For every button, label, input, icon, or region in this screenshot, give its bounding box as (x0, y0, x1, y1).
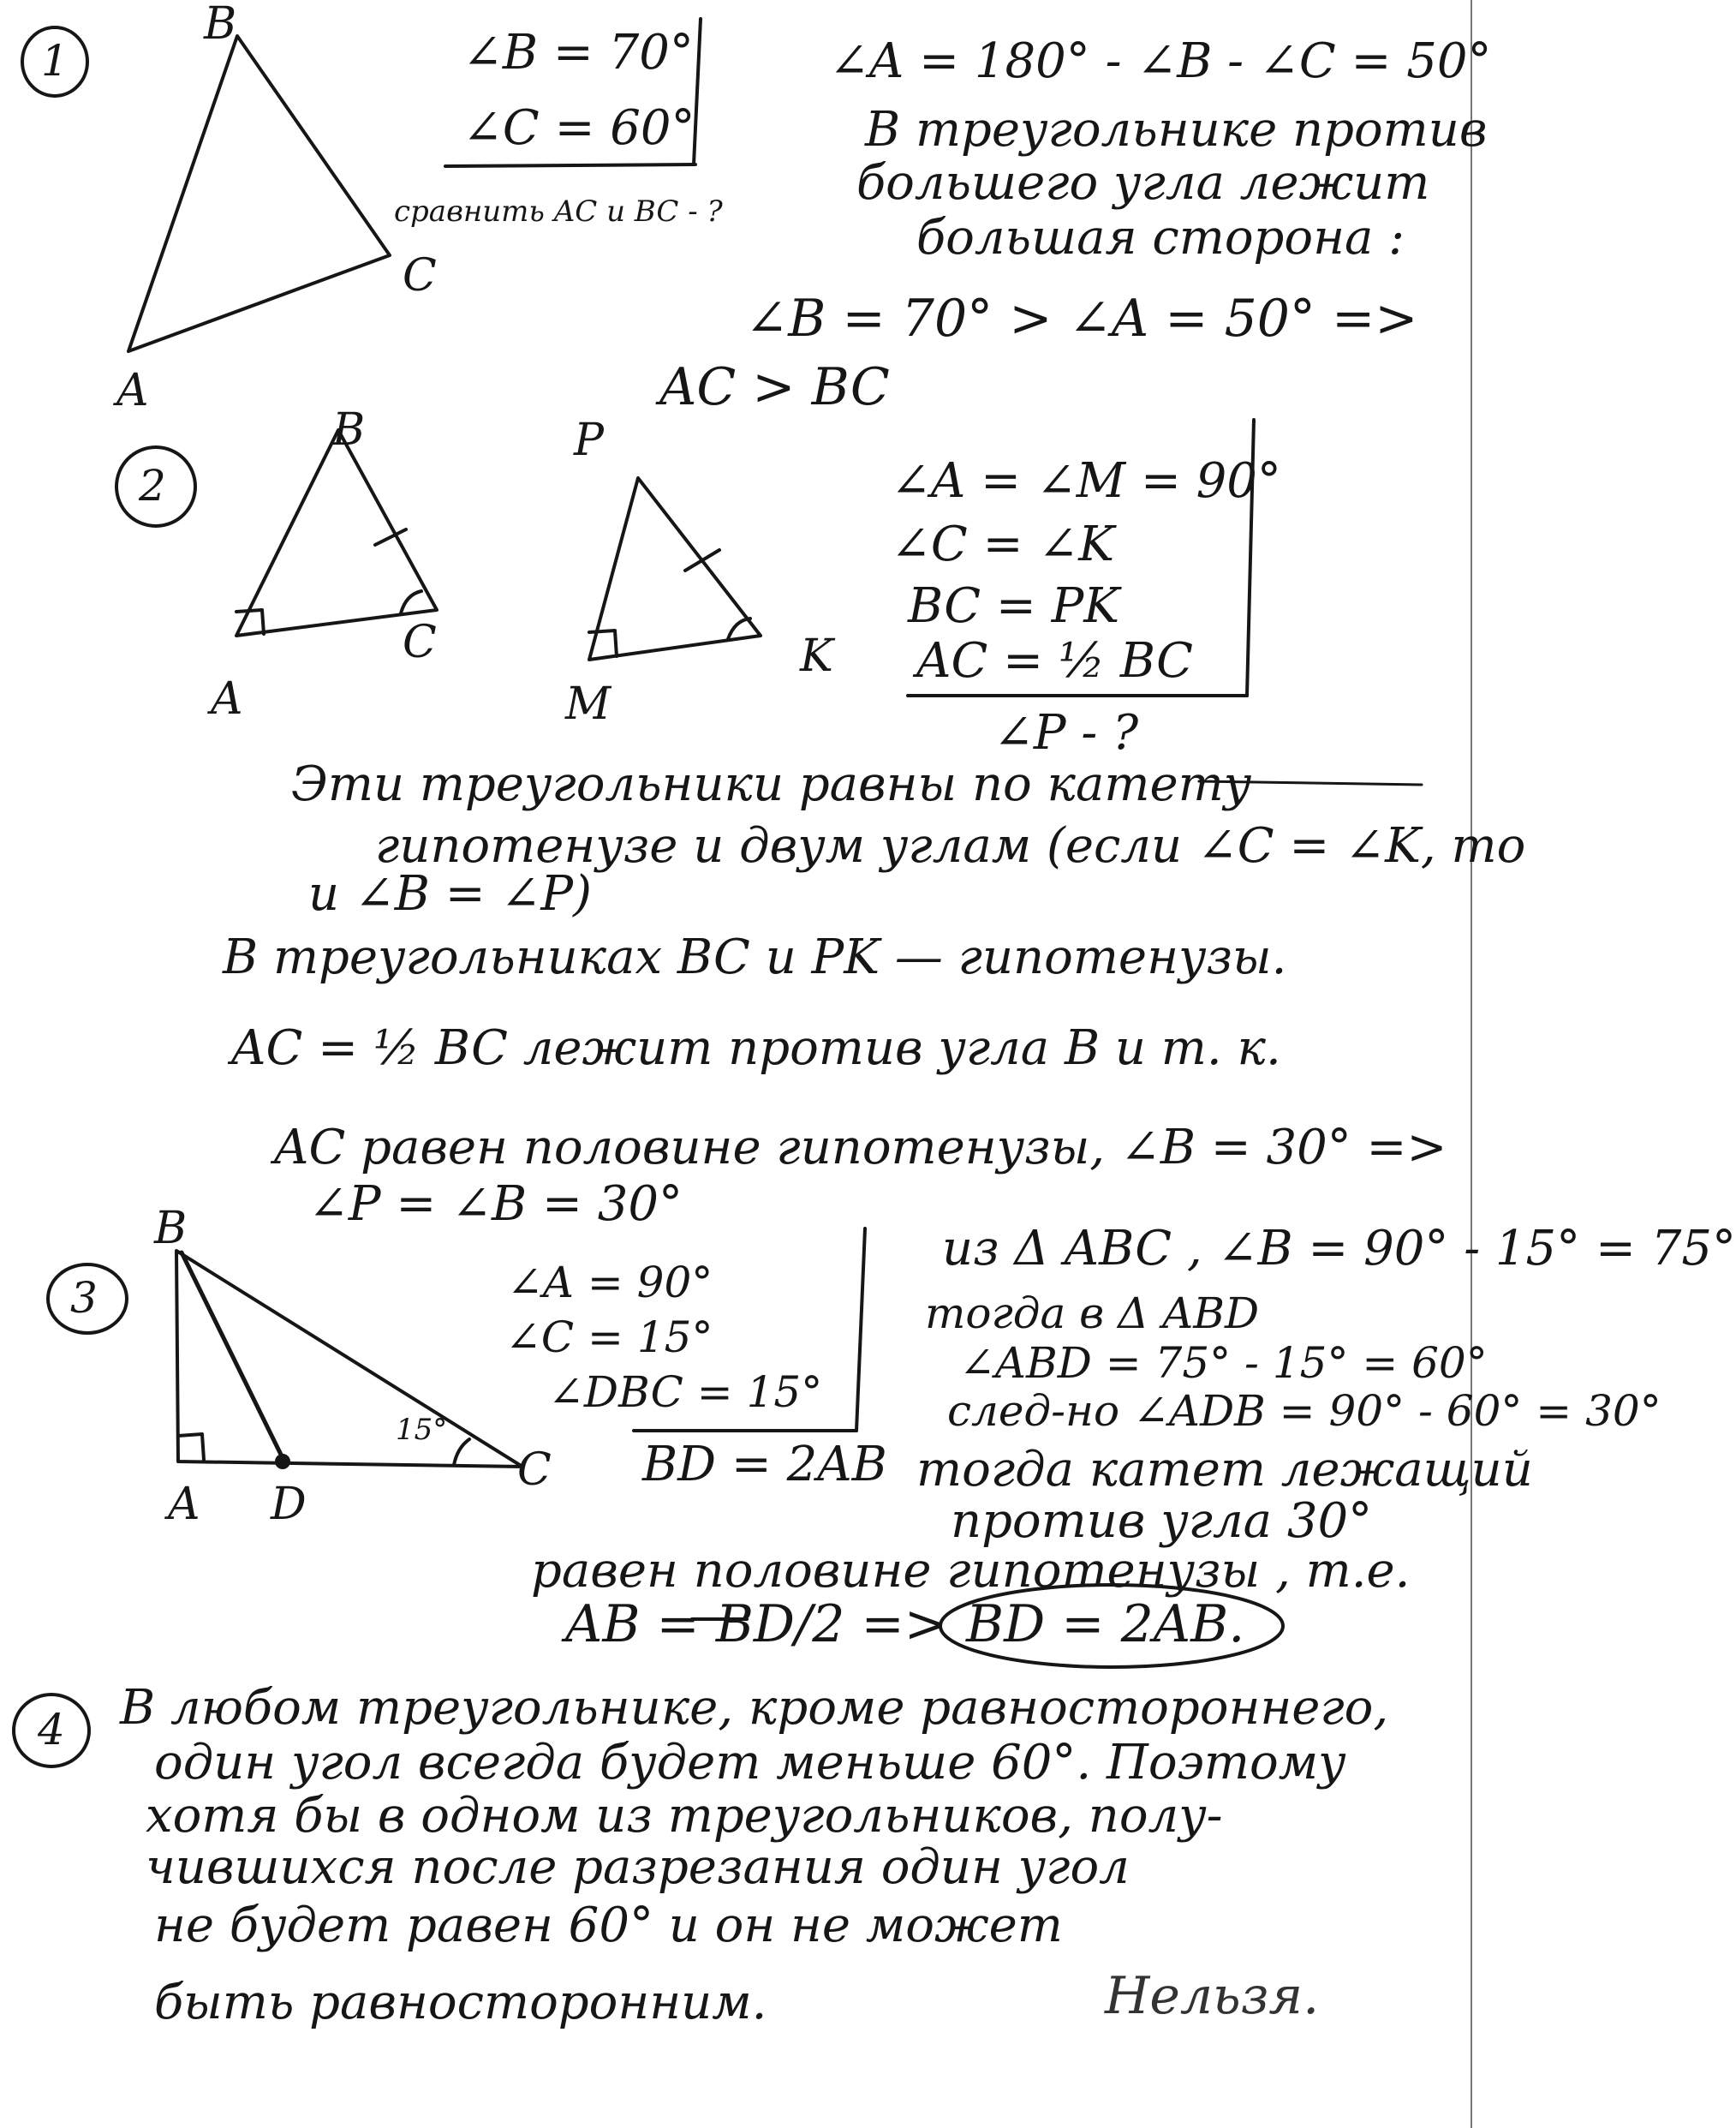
solution-3-line-8: AB = BD/2 => (565, 1594, 948, 1654)
given-3-line-2: ∠C = 15° (505, 1312, 713, 1362)
right-angle-a-3 (178, 1434, 204, 1460)
question-compare: сравнить AC и BC - ? (394, 194, 723, 229)
answer-bd-2ab: BD = 2AB. (966, 1594, 1245, 1654)
given-2-line-3: BC = PK (908, 578, 1120, 634)
solution-1-line-2: В треугольнике против (865, 102, 1488, 158)
solution-3-line-2: тогда в Δ ABD (925, 1288, 1260, 1338)
solution-1-line-1: ∠A = 180° - ∠B - ∠C = 50° (829, 33, 1492, 89)
solution-3-line-4: след-но ∠ADB = 90° - 60° = 30° (947, 1386, 1661, 1436)
triangle-abc-1 (128, 36, 390, 351)
problem-3-number: 3 (70, 1273, 98, 1323)
solution-3-line-1: из Δ ABC , ∠B = 90° - 15° = 75° (942, 1221, 1736, 1276)
given-3-line-3: ∠DBC = 15° (548, 1367, 823, 1417)
given-2-line-2: ∠C = ∠K (891, 517, 1115, 572)
given-3-line-1: ∠A = 90° (507, 1258, 713, 1307)
solution-2-line-2: гипотенузе и двум углам (если ∠C = ∠K, то (375, 818, 1526, 874)
solution-2-line-4: В треугольниках BC и PK — гипотенузы. (223, 930, 1287, 985)
vertex-label-c-3: C (517, 1444, 552, 1496)
solution-2-line-5: AC = ½ BC лежит против угла B и т. к. (231, 1020, 1281, 1076)
solution-1-line-3: большего угла лежит (856, 155, 1430, 211)
solution-1-line-4: большая сторона : (916, 210, 1405, 266)
given-box-3-right (856, 1228, 865, 1431)
solution-2-line-1: Эти треугольники равны по катету (291, 756, 1252, 812)
vertex-label-p: P (574, 415, 604, 466)
solution-3-line-7: равен половине гипотенузы , т.е. (531, 1543, 1411, 1599)
vertex-label-b-3: B (154, 1203, 188, 1254)
problem-4-line-1: В любом треугольнике, кроме равностороннего, (120, 1680, 1389, 1736)
vertex-label-d: D (271, 1479, 307, 1530)
solution-2-line-3: и ∠B = ∠P) (308, 866, 592, 922)
vertex-label-c: C (403, 250, 437, 302)
angle-label-15: 15° (396, 1413, 448, 1447)
solution-3-line-3: ∠ABD = 75° - 15° = 60° (959, 1338, 1488, 1388)
problem-4-number: 4 (38, 1705, 65, 1754)
solution-2-line-6: AC равен половине гипотенузы, ∠B = 30° => (274, 1120, 1447, 1175)
segment-bd (182, 1252, 284, 1462)
solution-3-line-5: тогда катет лежащий (916, 1442, 1533, 1497)
problem-4-line-5: не будет равен 60° и он не может (154, 1898, 1063, 1953)
problem-1-number: 1 (41, 36, 69, 86)
triangle-abc-3 (176, 1251, 522, 1467)
problem-2-number: 2 (139, 461, 166, 511)
question-angle-p: ∠P - ? (993, 705, 1139, 761)
vertex-label-m: M (565, 678, 611, 730)
triangle-abc-2 (236, 430, 437, 636)
solution-3-line-6: против угла 30° (951, 1493, 1373, 1549)
problem-4-line-6: быть равносторонним. (154, 1975, 767, 2030)
angle-arc-c-2 (401, 591, 421, 613)
given-box-1-bottom (445, 164, 695, 166)
solution-1-line-6: AC > BC (659, 357, 890, 417)
final-answer: Нельзя. (1105, 1966, 1320, 2026)
solution-1-line-5: ∠B = 70° > ∠A = 50° => (745, 289, 1418, 349)
vertex-label-c-2: C (403, 617, 437, 668)
vertex-label-a-2: A (211, 673, 243, 725)
given-angle-b: ∠B = 70° (462, 25, 694, 81)
problem-4-line-4: чившихся после разрезания один угол (146, 1839, 1130, 1895)
given-2-line-4: AC = ½ BC (916, 633, 1193, 689)
point-d (277, 1456, 289, 1467)
problem-4-line-2: один угол всегда будет меньше 60°. Поэтому (154, 1735, 1346, 1790)
tick-pk (685, 550, 719, 571)
vertex-label-b-2: B (332, 404, 366, 456)
angle-arc-c-3 (454, 1439, 469, 1465)
vertex-label-a: A (116, 365, 149, 416)
vertex-label-b: B (204, 0, 237, 50)
question-bd-2ab: BD = 2AB (642, 1437, 887, 1492)
vertex-label-k: K (800, 631, 833, 682)
problem-4-line-3: хотя бы в одном из треугольников, полу- (146, 1788, 1223, 1844)
given-angle-c: ∠C = 60° (462, 100, 695, 156)
vertex-label-a-3: A (168, 1479, 200, 1530)
given-2-line-1: ∠A = ∠M = 90° (891, 453, 1281, 509)
solution-2-line-7: ∠P = ∠B = 30° (308, 1176, 683, 1232)
